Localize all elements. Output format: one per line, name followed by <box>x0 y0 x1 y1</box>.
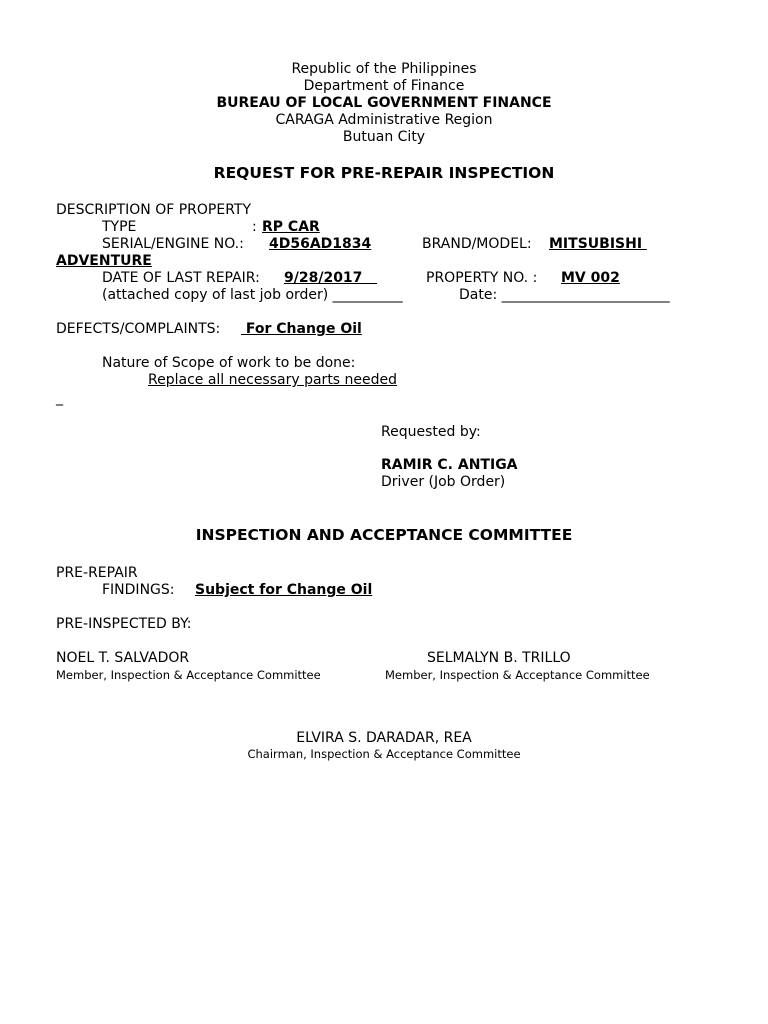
property-no-value: MV 002 <box>561 270 620 286</box>
last-repair-label: DATE OF LAST REPAIR: <box>102 270 260 286</box>
brand-label: BRAND/MODEL: <box>422 236 532 252</box>
header-department: Department of Finance <box>303 78 465 94</box>
document-title: REQUEST FOR PRE-REPAIR INSPECTION <box>213 164 555 182</box>
member1-name: NOEL T. SALVADOR <box>56 650 190 666</box>
member2-role: Member, Inspection & Acceptance Committee <box>385 668 650 682</box>
type-label: TYPE <box>102 219 137 235</box>
requester-name: RAMIR C. ANTIGA <box>381 457 518 473</box>
brand-value-line1: MITSUBISHI <box>549 236 647 252</box>
committee-title: INSPECTION AND ACCEPTANCE COMMITTEE <box>195 526 573 544</box>
header-city: Butuan City <box>342 129 426 145</box>
header-republic: Republic of the Philippines <box>291 61 477 77</box>
member1-role: Member, Inspection & Acceptance Committee <box>56 668 321 682</box>
date-label: Date: ________________________ <box>459 287 670 303</box>
findings-value: Subject for Change Oil <box>195 582 373 598</box>
header-bureau: BUREAU OF LOCAL GOVERNMENT FINANCE <box>216 95 552 111</box>
serial-label: SERIAL/ENGINE NO.: <box>102 236 244 252</box>
defects-value: For Change Oil <box>241 321 362 337</box>
defects-label: DEFECTS/COMPLAINTS: <box>56 321 221 337</box>
pre-repair-label: PRE-REPAIR <box>56 565 138 581</box>
requested-by-label: Requested by: <box>381 424 481 440</box>
findings-label: FINDINGS: <box>102 582 175 598</box>
serial-value: 4D56AD1834 <box>269 236 372 252</box>
chair-role: Chairman, Inspection & Acceptance Committee <box>247 747 521 761</box>
last-repair-value: 9/28/2017 <box>284 270 378 286</box>
pre-inspected-by-label: PRE-INSPECTED BY: <box>56 616 192 632</box>
member2-name: SELMALYN B. TRILLO <box>427 650 571 666</box>
requester-position: Driver (Job Order) <box>381 474 506 490</box>
scope-label: Nature of Scope of work to be done: <box>102 355 356 371</box>
scope-dash: _ <box>56 390 63 406</box>
brand-value-line2: ADVENTURE <box>56 253 152 269</box>
type-value: RP CAR <box>262 219 320 235</box>
type-colon: : <box>252 219 257 235</box>
scope-value: Replace all necessary parts needed <box>148 372 398 388</box>
property-section-label: DESCRIPTION OF PROPERTY <box>56 202 252 218</box>
chair-name: ELVIRA S. DARADAR, REA <box>296 730 472 746</box>
property-no-label: PROPERTY NO. : <box>426 270 538 286</box>
job-order-label: (attached copy of last job order) __________ <box>102 287 403 303</box>
header-region: CARAGA Administrative Region <box>275 112 493 128</box>
